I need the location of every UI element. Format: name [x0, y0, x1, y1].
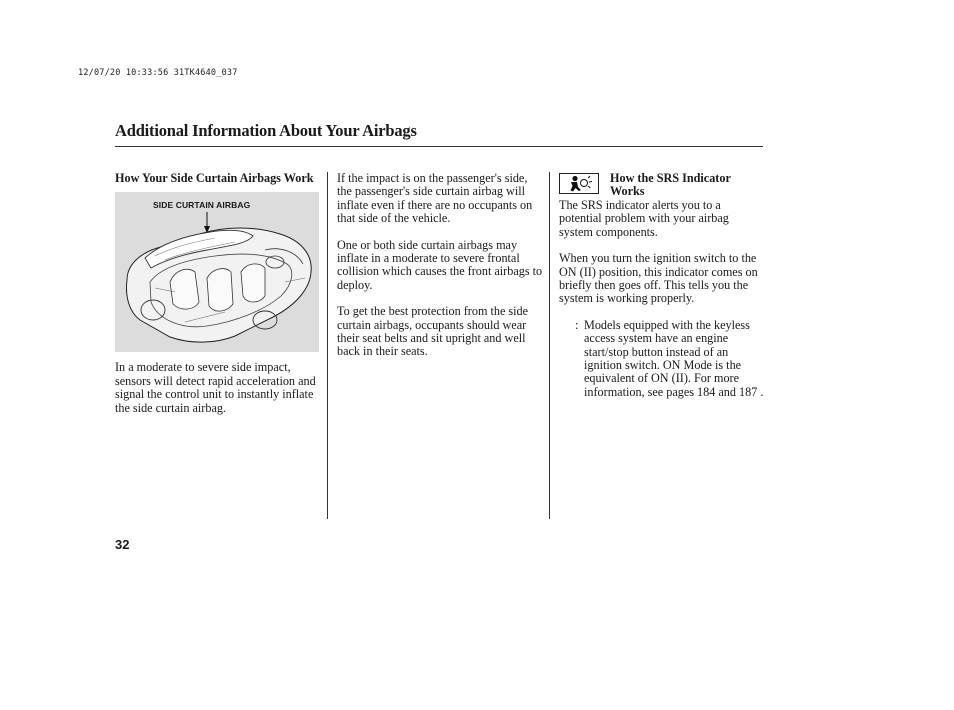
- side-impact-paragraph: In a moderate to severe side impact, sensors will detect rapid acceleration and signal the control unit to instantly inflate the side curtain airbag.: [115, 360, 316, 415]
- print-timestamp: 12/07/20 10:33:56 31TK4640_037: [78, 68, 238, 78]
- figure-label: SIDE CURTAIN AIRBAG: [153, 200, 251, 211]
- passenger-side-paragraph: If the impact is on the passenger's side, the passenger's side curtain airbag will inflate even if there are no occupants on that side of the vehicle.: [337, 171, 533, 226]
- column-divider-1: [327, 172, 328, 519]
- srs-alert-paragraph: The SRS indicator alerts you to a potential problem with your airbag system components.: [559, 198, 729, 239]
- column-curtain-details: [337, 172, 545, 372]
- car-interior-illustration: [115, 192, 319, 352]
- note-marker: :: [575, 317, 579, 332]
- frontal-collision-paragraph: One or both side curtain airbags may inflate in a moderate to severe frontal collision which causes the front airbags to deploy.: [337, 237, 543, 292]
- title-divider: [115, 146, 763, 147]
- side-curtain-airbag-figure: [115, 192, 319, 352]
- note-text: Models equipped with the keyless access system have an engine start/stop button instead of an ignition switch. ON Mode is the equivalent of ON (II). For more information, see pages 184 and 187 .: [584, 317, 764, 399]
- srs-airbag-warning-icon: [559, 173, 599, 194]
- page-number: 32: [115, 537, 130, 552]
- best-protection-paragraph: To get the best protection from the side curtain airbags, occupants should wear their seat belts and sit upright and well back in their seats.: [337, 304, 529, 359]
- section-heading-side-curtain: How Your Side Curtain Airbags Work: [115, 171, 314, 185]
- srs-heading-row: [559, 172, 764, 199]
- page-title: Additional Information About Your Airbags: [115, 121, 417, 140]
- section-heading-srs-indicator: How the SRS Indicator Works: [610, 171, 731, 199]
- column-srs-indicator: [559, 172, 764, 412]
- keyless-access-note: [559, 319, 764, 399]
- column-side-curtain-airbags: [115, 172, 321, 428]
- ignition-paragraph: When you turn the ignition switch to the ON (II) position, this indicator comes on briefly then goes off. This tells you the system is working properly.: [559, 251, 758, 306]
- column-divider-2: [549, 172, 550, 519]
